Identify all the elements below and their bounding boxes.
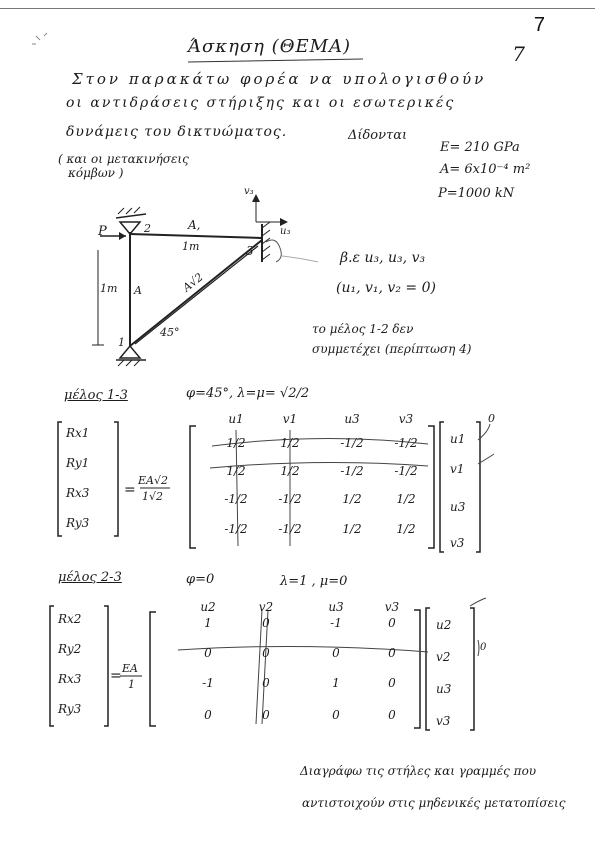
m23-cell-0-0: 1 [204,616,212,630]
page-title: Άσκηση (ΘΕΜΑ) [188,36,352,57]
m13-cell-2-2: 1/2 [342,492,362,506]
label-v3: v₃ [244,186,254,197]
m23-cell-1-3: 0 [388,646,396,660]
m13-cell-3-0: -1/2 [224,522,248,536]
m13-cell-3-1: -1/2 [278,522,302,536]
m13-mark-0: 0 [488,412,495,425]
m23-lhs-3: Ry3 [58,702,82,716]
m13-head-3: v3 [398,412,414,426]
given-E: E= 210 GPa [440,140,520,155]
m23-cell-0-3: 0 [388,616,396,630]
m23-cell-3-0: 0 [204,708,212,722]
m23-cell-3-1: 0 [262,708,270,722]
m13-cell-0-3: -1/2 [394,436,418,450]
m23-cell-1-0: 0 [204,646,212,660]
label-A-left: A [134,284,142,297]
m13-factor-num: EA√2 [138,474,168,487]
label-A-top: A, [188,218,201,232]
page-number-handwritten: 7 [512,42,525,66]
label-node-3: 3 [246,244,254,258]
page-number: 7 [533,14,545,36]
footer-line-2: αντιστοιχούν στις μηδενικές μετατοπίσεις [302,796,566,810]
m13-equals: = [124,482,136,498]
m23-cell-1-1: 0 [262,646,270,660]
dof-line-2: (u₁, v₁, v₂ = 0) [336,280,436,296]
m13-rhs-0: u1 [450,432,466,446]
m13-lhs-0: Rx1 [66,426,90,440]
label-P: P [98,224,107,239]
m13-cell-2-0: -1/2 [224,492,248,506]
m13-cell-3-3: 1/2 [396,522,416,536]
problem-line-5: κόμβων ) [68,166,124,180]
dof-note-2: συμμετέχει (περίπτωση 4) [312,342,472,356]
m13-cell-1-1: 1/2 [280,464,300,478]
m13-rhs-3: v3 [450,536,465,550]
problem-line-1: Στον παρακάτω φορέα να υπολογισθούν [72,70,487,88]
label-A-diag: A√2 [180,270,206,295]
m13-cell-1-0: 1/2 [226,464,246,478]
m13-cell-0-2: -1/2 [340,436,364,450]
label-len-left: 1m [100,282,118,295]
label-node-2: 2 [144,222,151,235]
m13-rhs-2: u3 [450,500,466,514]
m23-cell-2-0: -1 [202,676,214,690]
m13-head-0: u1 [228,412,244,426]
m23-factor-den: 1 [128,678,135,691]
m23-cell-2-2: 1 [332,676,340,690]
label-angle: 45° [160,326,180,339]
member23-lm: λ=1 , μ=0 [280,574,348,589]
footer-line-1: Διαγράφω τις στήλες και γραμμές που [300,764,537,778]
m23-rhs-2: u3 [436,682,452,696]
m13-factor-den: 1√2 [142,490,164,503]
member23-label: μέλος 2-3 [58,570,122,585]
m23-cell-0-2: -1 [330,616,342,630]
member23-phi: φ=0 [186,572,215,587]
m13-cell-2-1: -1/2 [278,492,302,506]
m13-cell-0-0: 1/2 [226,436,246,450]
m13-cell-2-3: 1/2 [396,492,416,506]
problem-line-3b: Δίδονται [348,128,408,143]
m23-cell-3-2: 0 [332,708,340,722]
m23-head-3: v3 [384,600,400,614]
m13-cell-1-2: -1/2 [340,464,364,478]
m13-lhs-2: Rx3 [66,486,90,500]
given-P: P=1000 kN [438,186,515,201]
label-u3: u₃ [280,226,291,237]
m13-rhs-1: v1 [450,462,465,476]
member13-params: φ=45°, λ=μ= √2/2 [186,386,310,401]
m13-lhs-3: Ry3 [66,516,90,530]
problem-line-3: δυνάμεις του δικτυώματος. [66,124,288,140]
m23-lhs-0: Rx2 [58,612,82,626]
m23-rhs-1: v2 [436,650,451,664]
dof-line-1: β.ε u₃, u₃, v₃ [340,250,426,266]
m23-rhs-3: v3 [436,714,451,728]
problem-line-2: οι αντιδράσεις στήριξης και οι εσωτερικές [66,95,456,111]
m13-cell-1-3: -1/2 [394,464,418,478]
label-len-top: 1m [182,240,200,253]
m23-head-2: u3 [328,600,344,614]
m13-lhs-1: Ry1 [66,456,90,470]
m23-head-1: v2 [258,600,274,614]
problem-line-4: ( και οι μετακινήσεις [58,152,189,166]
m23-head-0: u2 [200,600,216,614]
m13-cell-0-1: 1/2 [280,436,300,450]
m23-cell-2-3: 0 [388,676,396,690]
m13-head-1: v1 [282,412,298,426]
given-A: A= 6x10⁻⁴ m² [440,162,531,177]
m23-factor-num: EA [122,662,138,675]
m23-lhs-1: Ry2 [58,642,82,656]
m23-equals: = [110,668,122,684]
m23-cell-0-1: 0 [262,616,270,630]
m23-rhs-0: u2 [436,618,452,632]
m23-cell-3-3: 0 [388,708,396,722]
m13-cell-3-2: 1/2 [342,522,362,536]
label-node-1: 1 [118,336,125,349]
m23-cell-1-2: 0 [332,646,340,660]
m23-mark-0: 0 [480,642,487,653]
member13-label: μέλος 1-3 [64,388,128,403]
m23-lhs-2: Rx3 [58,672,82,686]
dof-note-1: το μέλος 1-2 δεν [312,322,414,336]
m23-cell-2-1: 0 [262,676,270,690]
m13-head-2: u3 [344,412,360,426]
